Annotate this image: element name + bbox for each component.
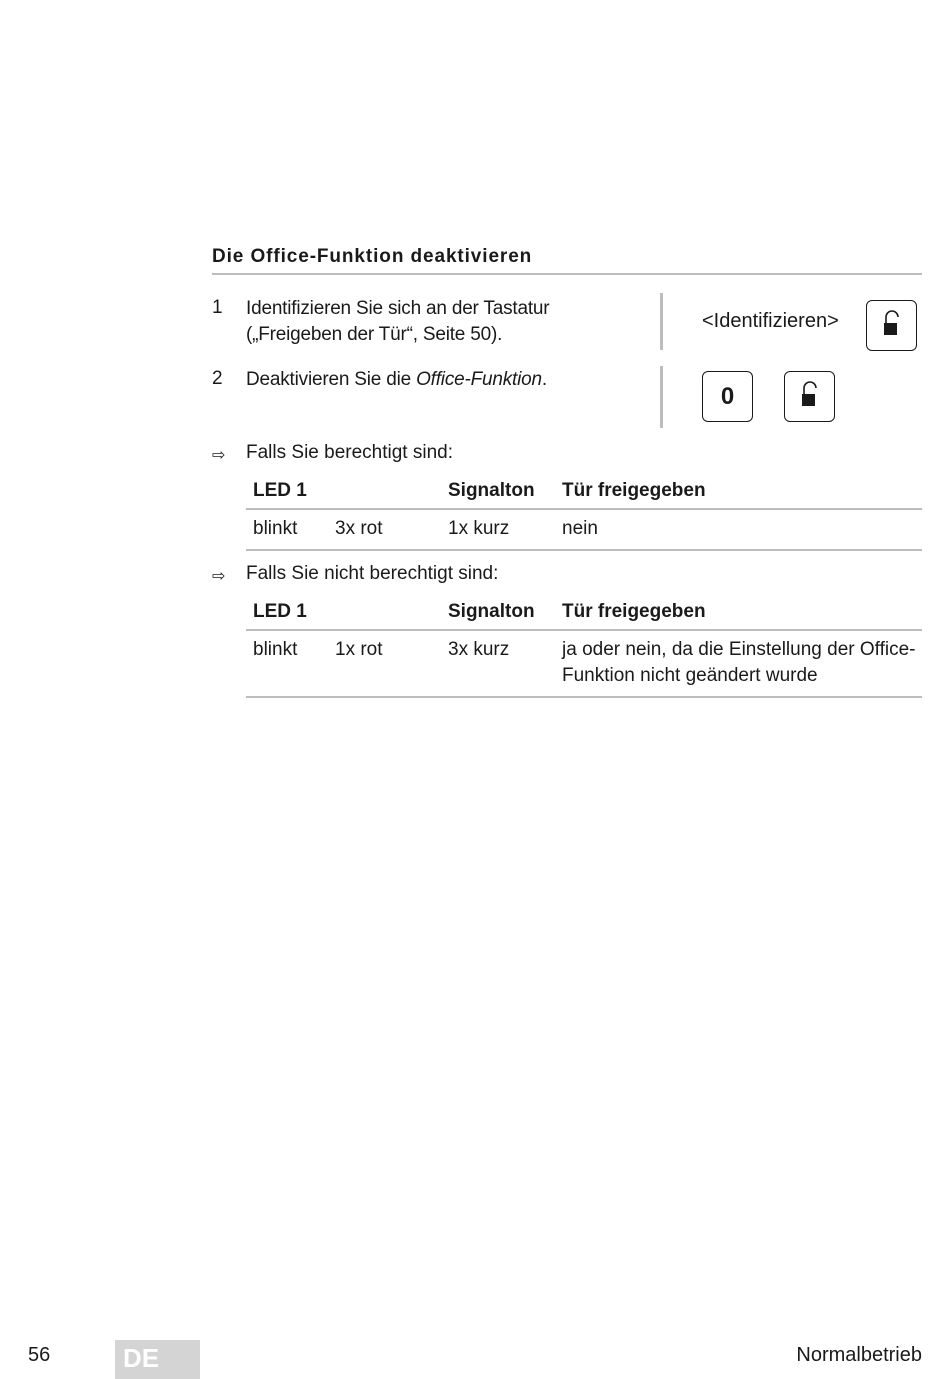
table-row [246,509,922,550]
digit-zero-key [702,371,753,422]
result-2-intro: Falls Sie nicht berechtigt sind: [246,563,499,584]
table-header-row [246,599,922,630]
cell-door-released: nein [562,518,598,539]
header-signal: Signalton [448,480,535,501]
step-2-divider [660,366,663,428]
unlock-key [866,300,917,351]
table-row [246,630,922,697]
result-1-table [246,478,922,551]
heading-divider [212,273,922,275]
cell-signal: 1x kurz [448,518,510,539]
step-2-number: 2 [212,368,223,389]
cell-led: blinkt [253,518,298,539]
result-2-table-wrap [246,599,922,698]
result-arrow-icon: ⇨ [212,447,226,464]
result-arrow-icon: ⇨ [212,568,226,585]
header-led: LED 1 [253,480,307,501]
cell-color: 1x rot [335,639,383,660]
page-number: 56 [28,1344,51,1366]
step-2-text-start: Deaktivieren Sie die [246,369,417,390]
step-2-text [246,367,547,393]
step-1-number: 1 [212,297,223,318]
office-function-term: Office-Funktion [416,369,542,390]
cell-led: blinkt [253,639,298,660]
table-header-row [246,478,922,509]
header-signal: Signalton [448,601,535,622]
step-1-line-1: Identifizieren Sie sich an der Tastatur [246,298,550,319]
digit-zero-label: 0 [720,382,735,410]
step-1-line-2: („Freigeben der Tür“, Seite 50). [246,324,503,345]
header-color [328,599,441,630]
chapter-name: Normalbetrieb [796,1344,922,1366]
unlock-key-2 [784,371,835,422]
cell-door-released: ja oder nein, da die Einstellung der Office-Funktion nicht geändert wurde [562,639,916,686]
section-heading: Die Office-Funktion deaktivieren [212,246,533,267]
step-2-text-end: . [541,369,547,390]
step-1-text [246,296,549,348]
cell-color: 3x rot [335,518,383,539]
identify-label: <Identifizieren> [702,310,839,332]
result-2-table [246,599,922,698]
header-led: LED 1 [253,601,307,622]
header-color [328,478,441,509]
header-door-released: Tür freigegeben [562,480,706,501]
result-1-intro: Falls Sie berechtigt sind: [246,442,453,463]
header-door-released: Tür freigegeben [562,601,706,622]
cell-signal: 3x kurz [448,639,510,660]
result-1-table-wrap [246,478,922,551]
lock-open-icon [881,308,903,343]
lock-open-icon [799,379,821,414]
language-tab: DE [115,1340,200,1379]
step-1-divider [660,293,663,350]
